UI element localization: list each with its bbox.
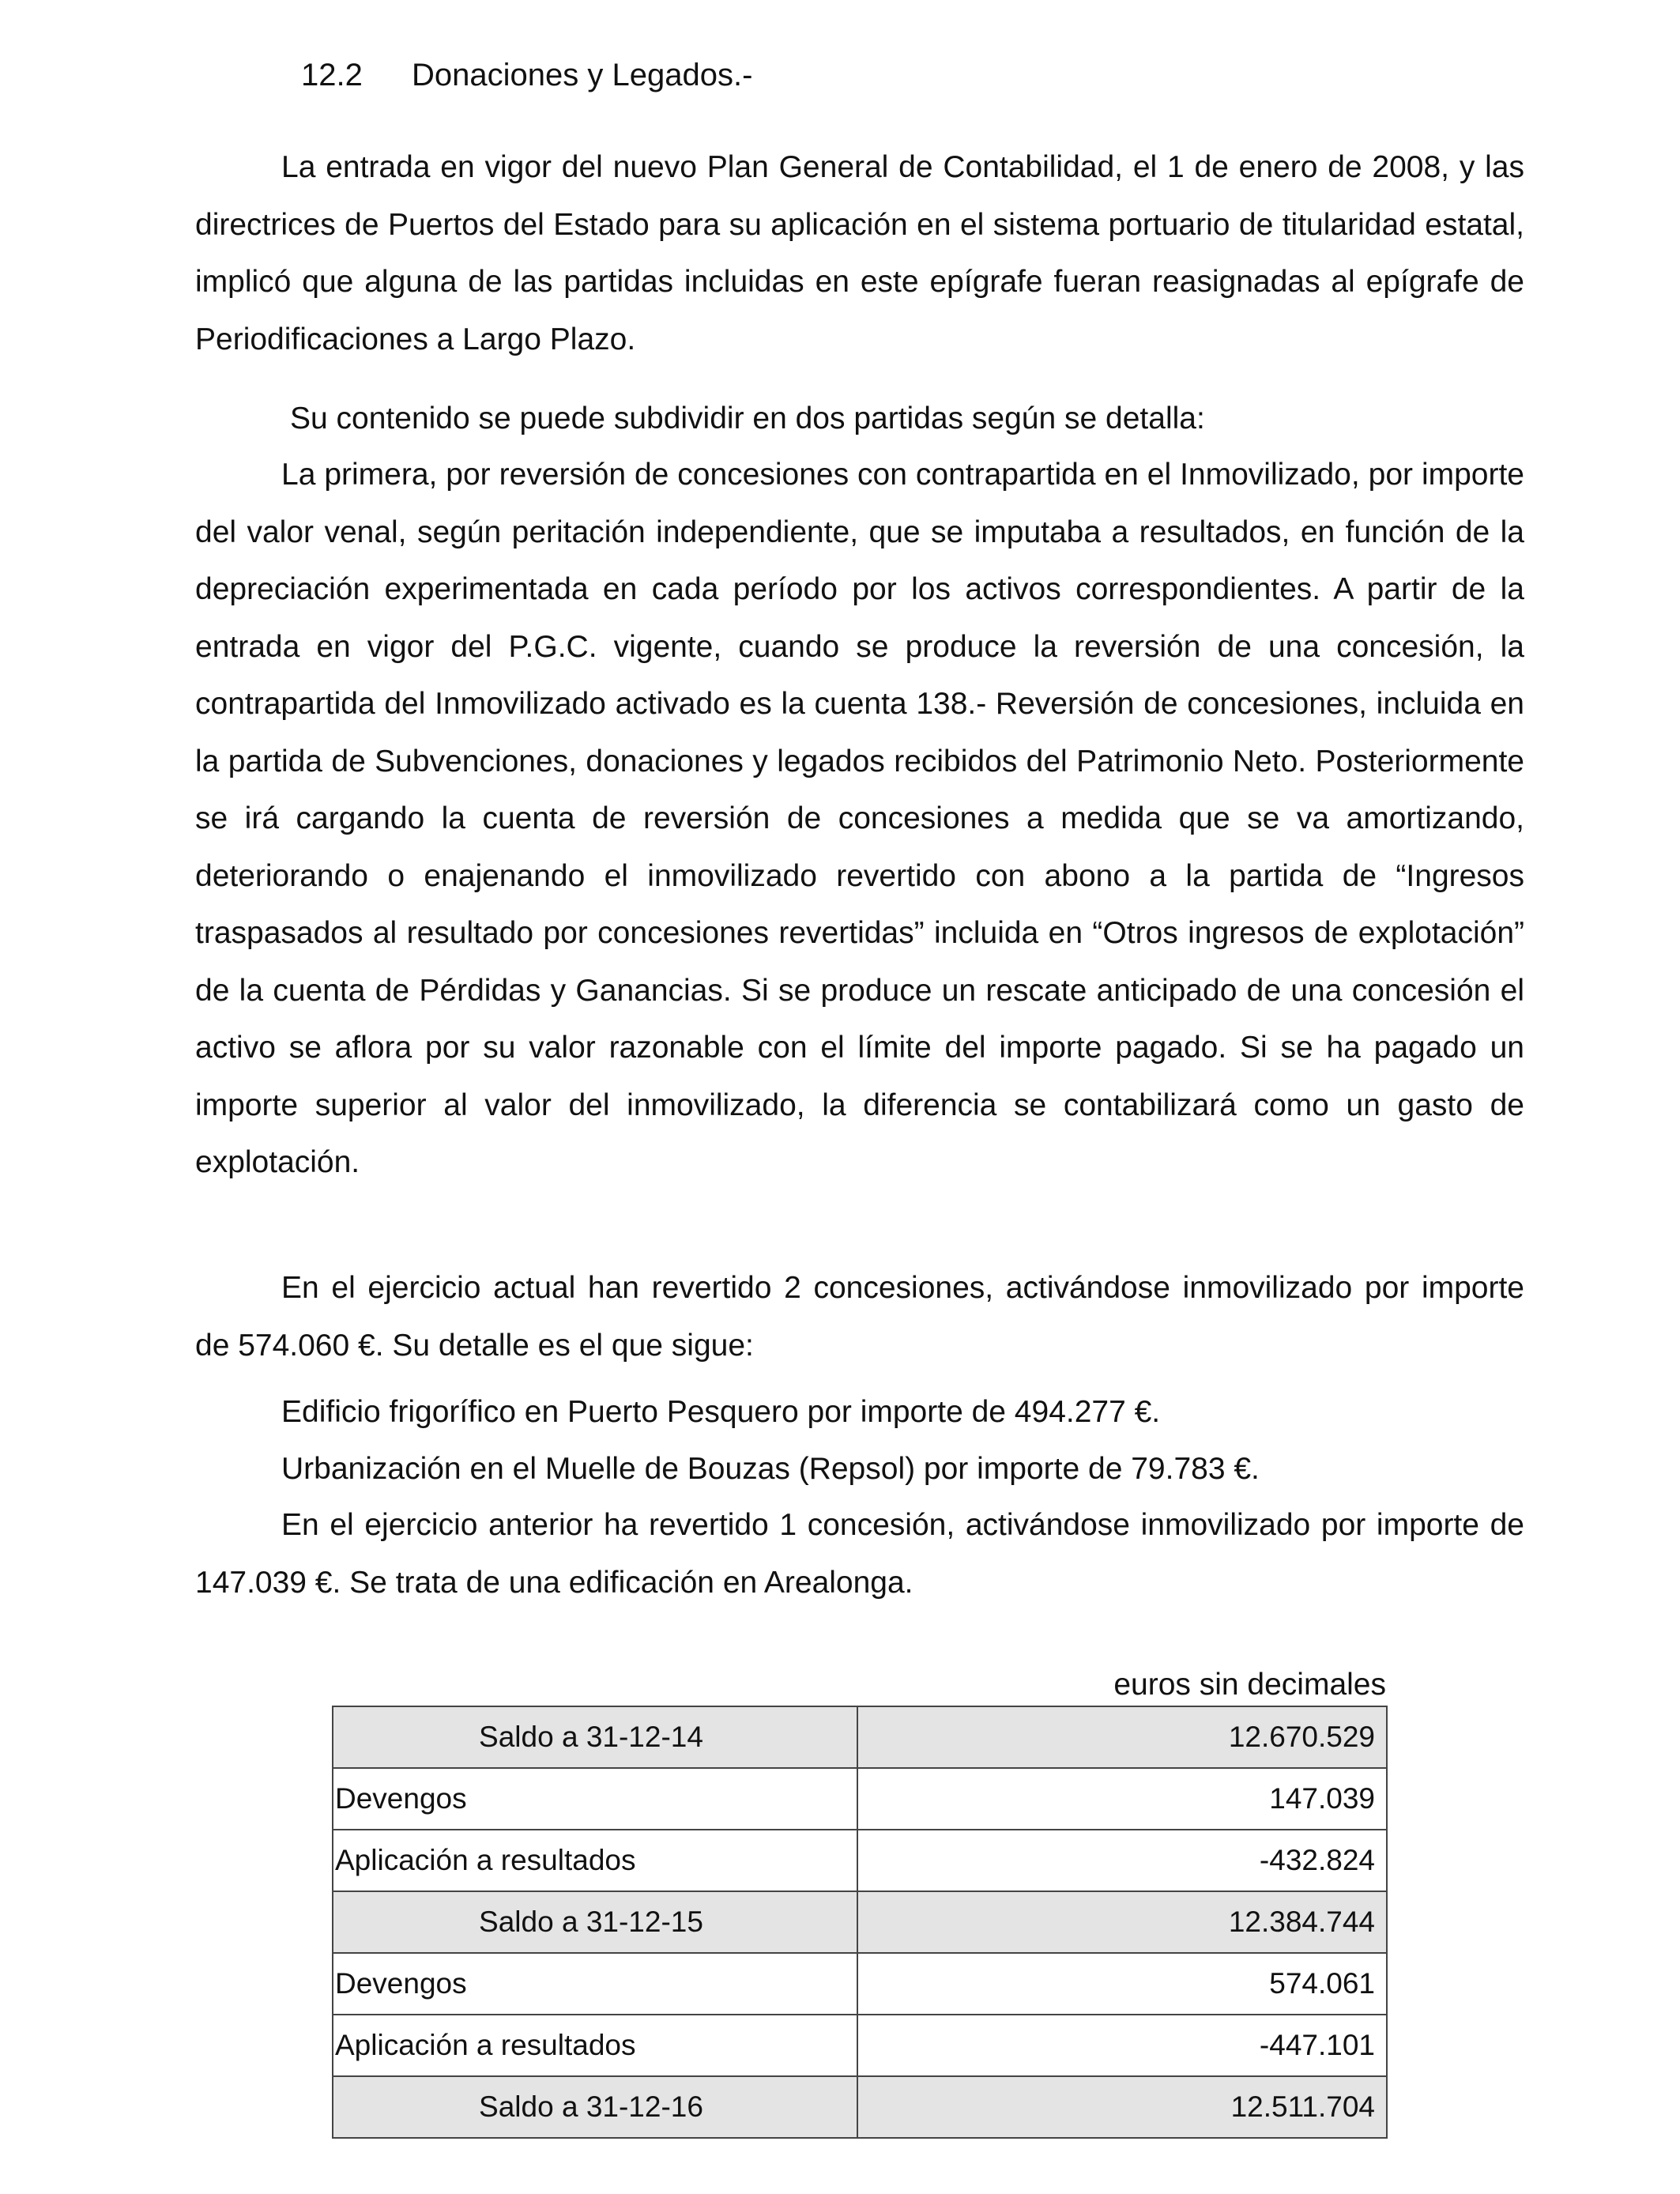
table-row [333, 2076, 1387, 2138]
paragraph-current-year [195, 1260, 1524, 1374]
section-number: 12.2 [301, 58, 363, 92]
section-title: Donaciones y Legados.- [412, 58, 753, 92]
row-value: 147.039 [857, 1768, 1387, 1830]
row-value: 12.384.744 [857, 1891, 1387, 1953]
row-value: -447.101 [857, 2015, 1387, 2076]
table-row [333, 1830, 1387, 1891]
row-value: 574.061 [857, 1953, 1387, 2015]
row-label: Aplicación a resultados [333, 1830, 857, 1891]
paragraph-plan-general [195, 139, 1524, 368]
row-value: -432.824 [857, 1830, 1387, 1891]
row-label: Aplicación a resultados [333, 2015, 857, 2076]
paragraph-text: En el ejercicio anterior ha revertido 1 concesión, activándose inmovilizado por importe de 147.039 €. Se trata de una edificación en Arealonga. [195, 1508, 1524, 1600]
table-row [333, 1706, 1387, 1768]
paragraph-text: La primera, por reversión de concesiones con contrapartida en el Inmovilizado, por importe del valor venal, según peritación independiente, que se imputaba a resultados, en función de la depreciación experimentada en cada período por los activos correspondientes. A partir de la entrada en vigor del P.G.C. vigente, cuando se produce la reversión de una concesión, la contrapartida del Inmovilizado activado es la cuenta 138.- Reversión de concesiones, incluida en la partida de Subvenciones, donaciones y legados recibidos del Patrimonio Neto. Posteriormente se irá cargando la cuenta de reversión de concesiones a medida que se va amortizando, deteriorando o enajenando el inmovilizado revertido con abono a la partida de “Ingresos traspasados al resultado por concesiones revertidas” incluida en “Otros ingresos de explotación” de la cuenta de Pérdidas y Ganancias. Si se produce un rescate anticipado de una concesión el activo se aflora por su valor razonable con el límite del importe pagado. Si se ha pagado un importe superior al valor del inmovilizado, la diferencia se contabilizará como un gasto de explotación. [195, 458, 1524, 1179]
paragraph-item-urbanizacion [195, 1441, 1524, 1498]
table-row [333, 2015, 1387, 2076]
paragraph-text: Edificio frigorífico en Puerto Pesquero por importe de 494.277 €. [281, 1395, 1161, 1429]
paragraph-text: En el ejercicio actual han revertido 2 concesiones, activándose inmovilizado por importe de 574.060 €. Su detalle es el que sigue: [195, 1271, 1524, 1363]
paragraph-text: Urbanización en el Muelle de Bouzas (Repsol) por importe de 79.783 €. [281, 1452, 1260, 1486]
table-row [333, 1953, 1387, 2015]
paragraph-text: Su contenido se puede subdividir en dos partidas según se detalla: [290, 401, 1205, 435]
row-label: Devengos [333, 1768, 857, 1830]
row-label: Devengos [333, 1953, 857, 2015]
row-label: Saldo a 31-12-15 [333, 1891, 857, 1953]
row-label: Saldo a 31-12-16 [333, 2076, 857, 2138]
table-row [333, 1768, 1387, 1830]
paragraph-subdivision [195, 390, 1524, 448]
table-unit-label: euros sin decimales [1113, 1668, 1386, 1702]
paragraph-item-frigorifico [195, 1384, 1524, 1442]
paragraph-previous-year [195, 1497, 1524, 1612]
row-value: 12.511.704 [857, 2076, 1387, 2138]
paragraph-text: La entrada en vigor del nuevo Plan General de Contabilidad, el 1 de enero de 2008, y las directrices de Puertos del Estado para su aplicación en el sistema portuario de titularidad estatal, implicó que alguna de las partidas incluidas en este epígrafe fueran reasignadas al epígrafe de Periodificaciones a Largo Plazo. [195, 150, 1524, 356]
balance-table [332, 1706, 1388, 2139]
section-heading [301, 55, 752, 95]
paragraph-reversion [195, 447, 1524, 1192]
row-label: Saldo a 31-12-14 [333, 1706, 857, 1768]
table-row [333, 1891, 1387, 1953]
row-value: 12.670.529 [857, 1706, 1387, 1768]
